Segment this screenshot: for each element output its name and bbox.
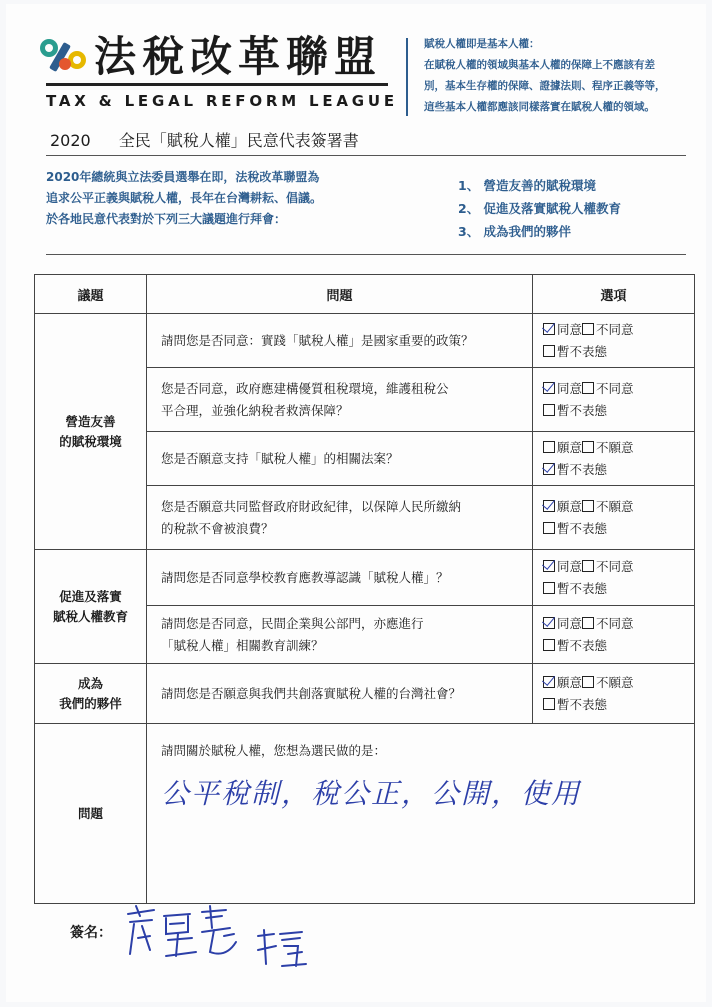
options-cell: 同意 不同意 暫不表態 [533, 606, 695, 664]
options-cell: 同意 不同意 暫不表態 [533, 550, 695, 606]
checkbox-undecided[interactable] [543, 345, 555, 357]
league-name-english: TAX & LEGAL REFORM LEAGUE [46, 92, 398, 110]
checkbox-agree[interactable] [543, 382, 555, 394]
rights-line: 賦稅人權即是基本人權： [424, 38, 540, 50]
intro-rule [46, 254, 686, 255]
checkbox-undecided[interactable] [543, 639, 555, 651]
question-cell: 您是否願意共同監督政府財政紀律，以保障人民所繳納 的稅款不會被浪費？ [147, 486, 533, 550]
table-header-row [35, 275, 695, 314]
rights-statement [424, 34, 704, 118]
rights-line: 在賦稅人權的領域與基本人權的保障上不應該有差 [424, 59, 655, 71]
checkbox-willing[interactable] [543, 676, 555, 688]
signature-label: 簽名： [70, 925, 112, 941]
rights-line: 別，基本生存權的保障、證據法則、程序正義等等， [424, 80, 666, 92]
question-cell: 請問您是否同意，民間企業與公部門，亦應進行 「賦稅人權」相關教育訓練？ [147, 606, 533, 664]
header-question: 問題 [147, 275, 533, 314]
table-row [35, 550, 695, 606]
table-row [35, 314, 695, 368]
checkbox-undecided[interactable] [543, 522, 555, 534]
petition-title-text: 全民「賦稅人權」民意代表簽署書 [118, 131, 359, 150]
checkbox-undecided[interactable] [543, 404, 555, 416]
header-topic: 議題 [35, 275, 147, 314]
topic-cell: 營造友善 的賦稅環境 [35, 314, 147, 550]
checkbox-willing[interactable] [543, 500, 555, 512]
question-cell: 請問您是否同意學校教育應教導認識「賦稅人權」？ [147, 550, 533, 606]
checkbox-willing[interactable] [543, 441, 555, 453]
petition-title [50, 128, 359, 151]
checkbox-disagree[interactable] [582, 382, 594, 394]
logo-underline [46, 83, 388, 86]
survey-table [34, 274, 695, 904]
checkbox-disagree[interactable] [582, 323, 594, 335]
petition-sheet [6, 4, 706, 1002]
league-logo-icon [36, 34, 92, 74]
league-name: 法稅改革聯盟 [94, 32, 383, 81]
topic-cell: 問題 [35, 724, 147, 904]
checkbox-undecided[interactable] [543, 463, 555, 475]
checkbox-disagree[interactable] [582, 617, 594, 629]
topic-cell: 促進及落實 賦稅人權教育 [35, 550, 147, 664]
checkbox-unwilling[interactable] [582, 500, 594, 512]
title-rule [46, 155, 686, 156]
question-cell: 請問您是否同意：實踐「賦稅人權」是國家重要的政策？ [147, 314, 533, 368]
table-row [35, 664, 695, 724]
header-divider [406, 38, 408, 116]
checkbox-agree[interactable] [543, 617, 555, 629]
checkbox-agree[interactable] [543, 323, 555, 335]
issue-item: 2、 促進及落實賦稅人權教育 [458, 201, 622, 216]
options-cell: 願意 不願意 暫不表態 [533, 486, 695, 550]
free-answer-prompt: 請問關於賦稅人權，您想為選民做的是： [161, 743, 387, 758]
rights-line: 這些基本人權都應該同樣落實在賦稅人權的領域。 [424, 101, 655, 113]
issue-item: 3、 成為我們的夥伴 [458, 224, 572, 239]
question-cell: 您是否同意，政府應建構優質租稅環境，維護租稅公 平合理，並強化納稅者救濟保障？ [147, 368, 533, 432]
checkbox-disagree[interactable] [582, 560, 594, 572]
petition-year: 2020 [50, 131, 91, 150]
intro-text [46, 167, 406, 230]
free-answer-cell[interactable] [147, 724, 695, 904]
checkbox-unwilling[interactable] [582, 676, 594, 688]
checkbox-unwilling[interactable] [582, 441, 594, 453]
intro-line: 於各地民意代表對於下列三大議題進行拜會： [46, 212, 287, 226]
intro-line: 2020年總統與立法委員選舉在即，法稅改革聯盟為 [46, 170, 320, 184]
table-row-free-answer [35, 724, 695, 904]
intro-line: 追求公平正義與賦稅人權，長年在台灣耕耘、倡議。 [46, 191, 323, 205]
handwritten-answer: 公平稅制，稅公正，公開，使用 [161, 777, 582, 810]
header-options: 選項 [533, 275, 695, 314]
checkbox-undecided[interactable] [543, 582, 555, 594]
topic-cell: 成為 我們的夥伴 [35, 664, 147, 724]
checkbox-agree[interactable] [543, 560, 555, 572]
checkbox-undecided[interactable] [543, 698, 555, 710]
question-cell: 您是否願意支持「賦稅人權」的相關法案？ [147, 432, 533, 486]
question-cell: 請問您是否願意與我們共創落實賦稅人權的台灣社會？ [147, 664, 533, 724]
issue-item: 1、 營造友善的賦稅環境 [458, 178, 597, 193]
options-cell: 同意 不同意 暫不表態 [533, 368, 695, 432]
options-cell: 願意 不願意 暫不表態 [533, 432, 695, 486]
issue-list [458, 174, 621, 243]
options-cell: 同意 不同意 暫不表態 [533, 314, 695, 368]
handwritten-signature [106, 894, 336, 984]
options-cell: 願意 不願意 暫不表態 [533, 664, 695, 724]
